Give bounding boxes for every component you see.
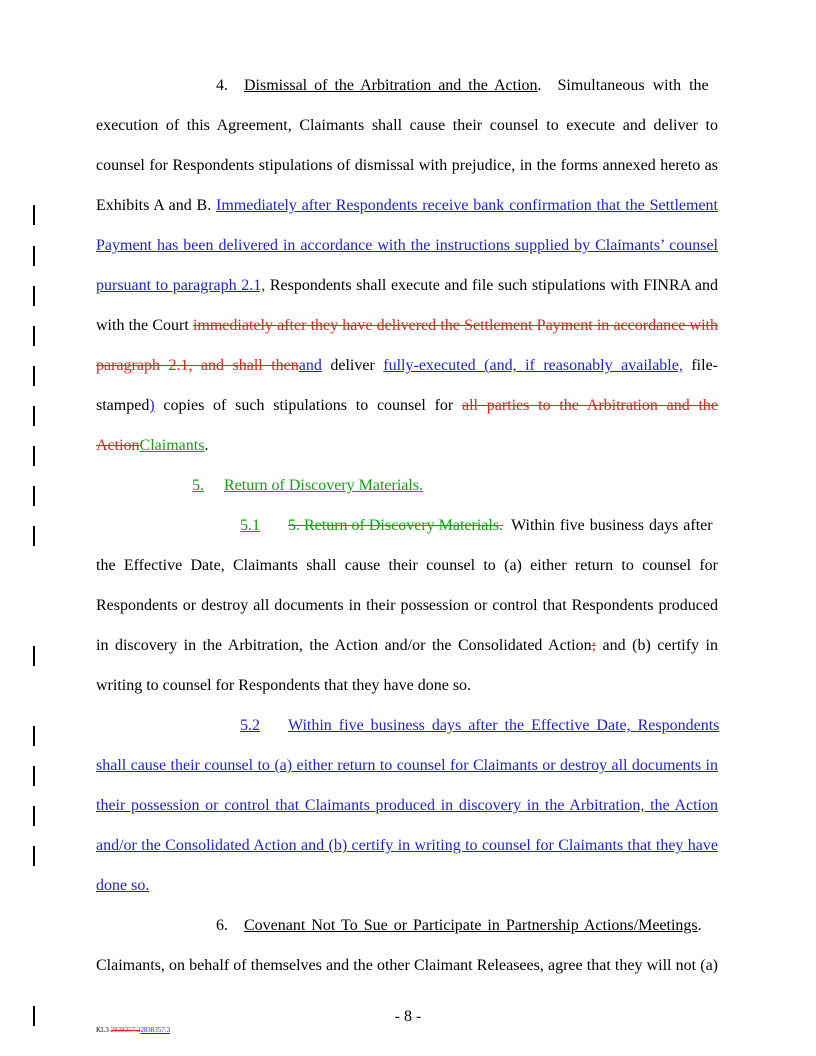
paragraph-text: Within five business days after — [511, 517, 713, 534]
change-bar — [33, 806, 35, 826]
change-bar — [33, 646, 35, 666]
inserted-text: and — [298, 357, 322, 374]
deleted-text: Action — [96, 437, 140, 454]
section-6-line-1 — [216, 916, 718, 936]
section-4-line-6 — [96, 276, 718, 296]
section-4-line-9 — [96, 396, 718, 416]
section-4-line-4 — [96, 196, 718, 216]
change-bar — [33, 406, 35, 426]
deleted-text: ; — [591, 637, 597, 654]
change-bar — [33, 286, 35, 306]
section-number: 4. — [216, 77, 228, 94]
inserted-text: ) — [149, 397, 155, 414]
inserted-text: Claimants — [139, 437, 205, 454]
subsection-5-2-line-4 — [96, 836, 718, 856]
change-bar — [33, 526, 35, 546]
section-heading: Dismissal of the Arbitration and the Action — [244, 77, 538, 94]
deleted-text: 5. Return of Discovery Materials. — [288, 517, 504, 534]
section-number: 5. — [192, 477, 204, 494]
change-bar — [33, 846, 35, 866]
change-bar — [33, 246, 35, 266]
subsection-5-2-line-1 — [240, 716, 718, 736]
inserted-text: Immediately after Respondents receive bank confirmation that the Settlement — [216, 197, 719, 214]
section-4-line-1: 4. Dismissal of the Arbitration and the Action. Simultaneous with the — [216, 77, 709, 94]
deleted-text: 2838357.2 — [110, 1026, 141, 1034]
paragraph-text: . — [204, 437, 209, 454]
paragraph-text: execution of this Agreement, Claimants shall cause their counsel to execute and deliver to — [96, 117, 718, 134]
section-4-line-8 — [96, 356, 718, 376]
subsection-5-1-line-2 — [96, 556, 718, 576]
inserted-text: done so. — [96, 877, 150, 894]
paragraph-text: Exhibits A and B. — [96, 197, 212, 214]
paragraph-text: deliver — [330, 357, 375, 374]
subsection-number: 5.2 — [240, 717, 260, 734]
inserted-text: 2838357.3 — [140, 1026, 171, 1034]
paragraph-text: the Effective Date, Claimants shall cause their counsel to (a) either return to counsel for — [96, 557, 718, 574]
paragraph-text: stamped — [96, 397, 150, 414]
change-bar — [33, 326, 35, 346]
paragraph-text: with the Court — [96, 317, 189, 334]
section-4-line-2 — [96, 116, 718, 136]
paragraph-text: in discovery in the Arbitration, the Action and/or the Consolidated Action — [96, 637, 592, 654]
paragraph-text: Simultaneous with the — [557, 77, 709, 94]
section-heading: Covenant Not To Sue or Participate in Partnership Actions/Meetings — [244, 917, 698, 934]
subsection-5-1-line-3 — [96, 596, 718, 616]
inserted-text: fully-executed (and, if reasonably available, — [383, 357, 683, 374]
section-4-line-7 — [96, 316, 718, 336]
paragraph-text: copies of such stipulations to counsel for — [163, 397, 454, 414]
change-bar — [33, 726, 35, 746]
inserted-text: shall cause their counsel to (a) either return to counsel for Claimants or destroy all documents in — [96, 757, 718, 774]
deleted-text: all parties to the Arbitration and the — [462, 397, 719, 414]
section-number: 6. — [216, 917, 228, 934]
paragraph-text: file- — [691, 357, 718, 374]
subsection-5-1-line-5 — [96, 676, 718, 696]
change-bar — [33, 766, 35, 786]
deleted-text: immediately after they have delivered the Settlement Payment in accordance with — [192, 317, 718, 334]
section-heading: Return of Discovery Materials. — [224, 477, 424, 494]
section-4-line-10 — [96, 436, 718, 456]
subsection-5-1-line-1 — [240, 516, 718, 536]
paragraph-text: writing to counsel for Respondents that they have done so. — [96, 677, 472, 694]
paragraph-text: Respondents or destroy all documents in their possession or control that Respondents produced — [96, 597, 718, 614]
page-number: - 8 - — [394, 1008, 422, 1025]
section-4-line-5 — [96, 236, 718, 256]
inserted-text: Within five business days after the Effective Date, Respondents — [288, 717, 720, 734]
inserted-text: pursuant to paragraph 2.1, — [96, 277, 266, 294]
change-bar — [33, 366, 35, 386]
change-bar — [33, 486, 35, 506]
change-bar — [33, 446, 35, 466]
section-5-heading-line — [192, 476, 718, 496]
subsection-5-2-line-5 — [96, 876, 718, 896]
paragraph-text: counsel for Respondents stipulations of dismissal with prejudice, in the forms annexed hereto as — [96, 157, 718, 174]
subsection-5-2-line-3 — [96, 796, 718, 816]
paragraph-text: Respondents shall execute and file such stipulations with FINRA and — [269, 277, 719, 294]
inserted-text: their possession or control that Claimants produced in discovery in the Arbitration, the Action — [96, 797, 718, 814]
subsection-5-1-line-4 — [96, 636, 718, 656]
paragraph-text: . — [697, 917, 702, 934]
inserted-text: Payment has been delivered in accordance with the instructions supplied by Claimants’ counsel — [96, 237, 718, 254]
section-6-line-2 — [96, 956, 718, 976]
inserted-text: and/or the Consolidated Action and (b) certify in writing to counsel for Claimants that they have — [96, 837, 718, 854]
doc-prefix: KL3 — [96, 1026, 109, 1034]
paragraph-text: Claimants, on behalf of themselves and the other Claimant Releasees, agree that they will not (a) — [96, 957, 718, 974]
subsection-5-2-line-2 — [96, 756, 718, 776]
section-4-line-3 — [96, 156, 718, 176]
deleted-text: paragraph 2.1, and shall then — [96, 357, 299, 374]
change-bar — [33, 205, 35, 225]
document-id — [96, 1026, 170, 1035]
subsection-number: 5.1 — [240, 517, 260, 534]
paragraph-text: and (b) certify in — [596, 637, 718, 654]
